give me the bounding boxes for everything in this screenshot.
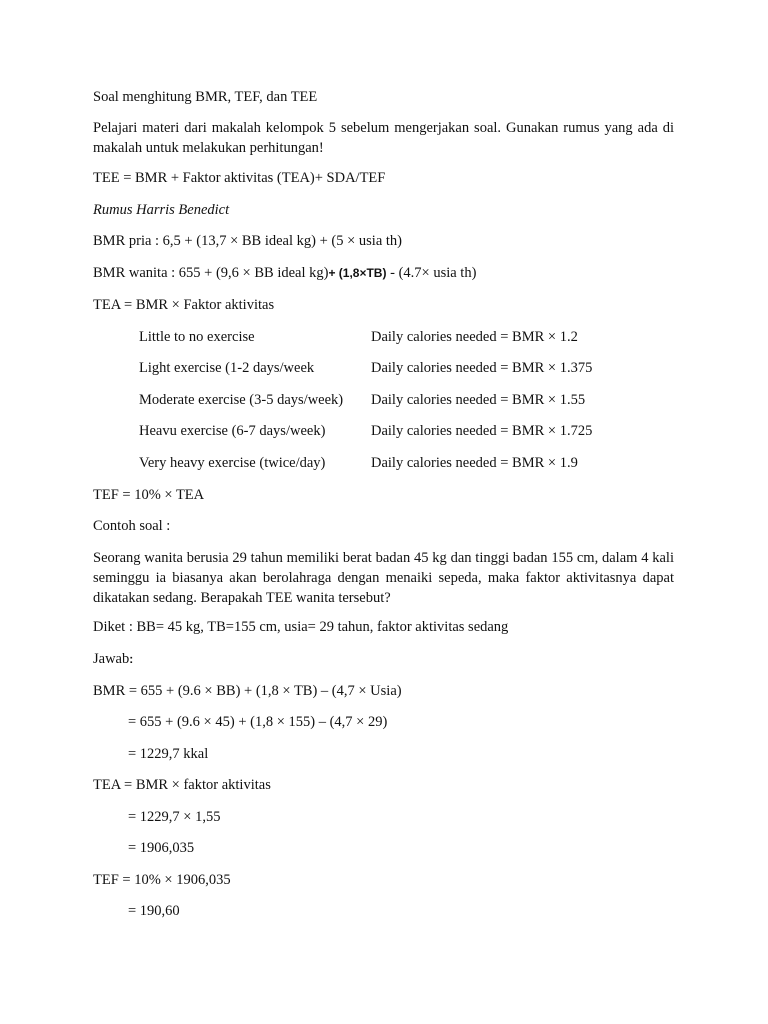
bmr-wanita-formula bbox=[93, 264, 476, 282]
bmr-wanita-part3: - (4.7× usia th) bbox=[386, 265, 477, 281]
activity-level: Light exercise (1-2 days/week bbox=[139, 360, 315, 376]
tea-calculation-line: = 1229,7 × 1,55 bbox=[128, 809, 221, 825]
activity-formula: Daily calories needed = BMR × 1.725 bbox=[371, 423, 593, 439]
known-values: Diket : BB= 45 kg, TB=155 cm, usia= 29 tahun, faktor aktivitas sedang bbox=[93, 619, 509, 635]
activity-level: Little to no exercise bbox=[139, 329, 255, 345]
activity-level: Very heavy exercise (twice/day) bbox=[139, 455, 326, 471]
activity-formula: Daily calories needed = BMR × 1.55 bbox=[371, 392, 586, 408]
tef-formula: TEF = 10% × TEA bbox=[93, 487, 205, 503]
intro-paragraph: Pelajari materi dari makalah kelompok 5 sebelum mengerjakan soal. Gunakan rumus yang ada di makalah untuk melakukan perhitungan! bbox=[93, 120, 674, 156]
activity-formula: Daily calories needed = BMR × 1.375 bbox=[371, 360, 593, 376]
activity-level: Moderate exercise (3-5 days/week) bbox=[139, 392, 344, 408]
tee-formula: TEE = BMR + Faktor aktivitas (TEA)+ SDA/TEF bbox=[93, 170, 386, 186]
harris-benedict-heading: Rumus Harris Benedict bbox=[93, 202, 230, 218]
bmr-result: = 1229,7 kkal bbox=[128, 746, 209, 762]
bmr-wanita-height-term: + (1,8×TB) bbox=[328, 266, 387, 280]
tea-calculation-line: TEA = BMR × faktor aktivitas bbox=[93, 777, 271, 793]
tef-result: = 190,60 bbox=[128, 903, 180, 919]
activity-formula: Daily calories needed = BMR × 1.9 bbox=[371, 455, 578, 471]
document-title: Soal menghitung BMR, TEF, dan TEE bbox=[93, 89, 318, 105]
example-problem-paragraph: Seorang wanita berusia 29 tahun memiliki berat badan 45 kg dan tinggi badan 155 cm, dalam 4 kali seminggu ia biasanya akan berolahraga dengan menaiki sepeda, maka faktor aktivitasnya dapat dikatakan sedang. Berapakah TEE wanita tersebut? bbox=[93, 550, 674, 606]
bmr-calculation-line: = 655 + (9.6 × 45) + (1,8 × 155) – (4,7 × 29) bbox=[128, 714, 388, 730]
activity-level: Heavu exercise (6-7 days/week) bbox=[139, 423, 326, 439]
tea-result: = 1906,035 bbox=[128, 840, 195, 856]
answer-label-text: Jawab bbox=[93, 651, 130, 667]
bmr-pria-formula: BMR pria : 6,5 + (13,7 × BB ideal kg) + (5 × usia th) bbox=[93, 233, 402, 249]
bmr-wanita-part1: BMR wanita : 655 + (9,6 × BB ideal kg) bbox=[93, 265, 329, 281]
activity-formula: Daily calories needed = BMR × 1.2 bbox=[371, 329, 578, 345]
answer-label bbox=[93, 650, 133, 668]
example-heading: Contoh soal : bbox=[93, 518, 171, 534]
bmr-calculation-line: BMR = 655 + (9.6 × BB) + (1,8 × TB) – (4,7 × Usia) bbox=[93, 683, 402, 699]
tea-formula: TEA = BMR × Faktor aktivitas bbox=[93, 297, 275, 313]
answer-label-colon: : bbox=[129, 652, 134, 666]
tef-calculation-line: TEF = 10% × 1906,035 bbox=[93, 872, 231, 888]
